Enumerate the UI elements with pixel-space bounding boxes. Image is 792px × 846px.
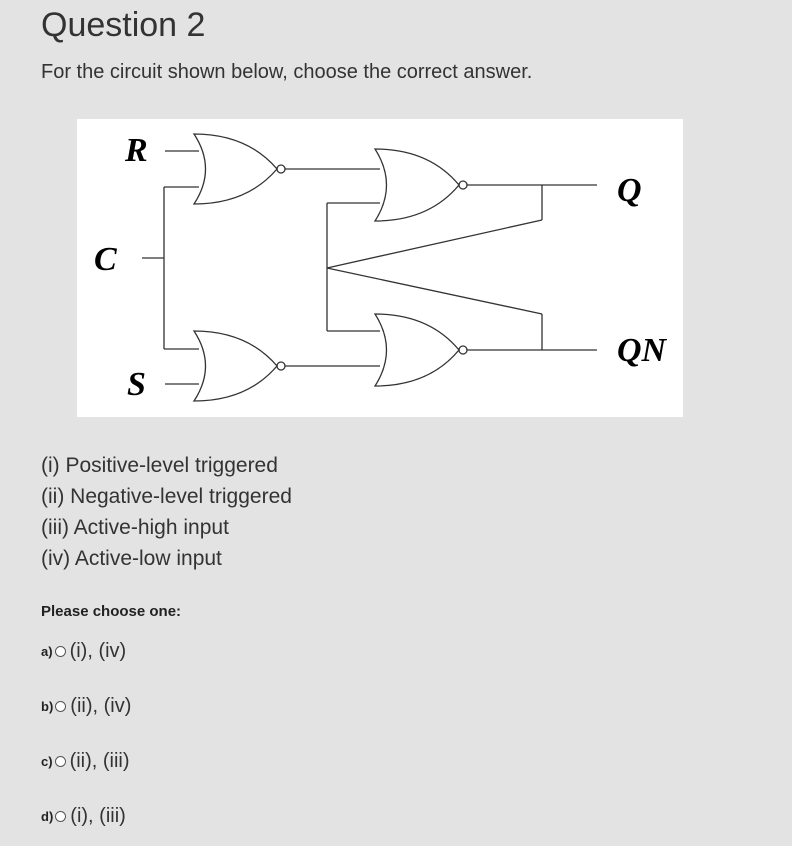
option-text: (ii), (iii) bbox=[69, 750, 130, 772]
statement-item: (iii) Active-high input bbox=[41, 516, 229, 539]
gate-bottom-left bbox=[194, 331, 277, 401]
question-prompt: For the circuit shown below, choose the correct answer. bbox=[41, 61, 533, 83]
label-qn: QN bbox=[617, 332, 667, 369]
bubble-top-left bbox=[277, 165, 285, 173]
gate-bottom-right bbox=[375, 314, 459, 386]
radio-button[interactable] bbox=[55, 646, 66, 657]
option-letter: a) bbox=[41, 644, 53, 659]
option-d[interactable] bbox=[41, 805, 126, 828]
option-text: (i), (iv) bbox=[69, 640, 127, 662]
bubble-bottom-right bbox=[459, 346, 467, 354]
option-letter: c) bbox=[41, 754, 53, 769]
radio-button[interactable] bbox=[55, 811, 66, 822]
choose-label: Please choose one: bbox=[41, 603, 182, 620]
statement-item: (ii) Negative-level triggered bbox=[41, 485, 292, 508]
option-a[interactable] bbox=[41, 640, 126, 663]
option-text: (ii), (iv) bbox=[70, 695, 132, 717]
radio-button[interactable] bbox=[55, 701, 66, 712]
question-title: Question 2 bbox=[41, 6, 206, 44]
statement-item: (iv) Active-low input bbox=[41, 547, 222, 570]
gate-top-right bbox=[375, 149, 459, 221]
statement-item: (i) Positive-level triggered bbox=[41, 454, 278, 477]
option-b[interactable] bbox=[41, 695, 131, 718]
circuit-diagram bbox=[77, 119, 683, 417]
bubble-bottom-left bbox=[277, 362, 285, 370]
option-c[interactable] bbox=[41, 750, 130, 773]
label-q: Q bbox=[617, 172, 642, 209]
label-c: C bbox=[94, 241, 117, 278]
label-s: S bbox=[127, 366, 146, 403]
bubble-top-right bbox=[459, 181, 467, 189]
option-text: (i), (iii) bbox=[70, 805, 126, 827]
gate-top-left bbox=[194, 134, 277, 204]
label-r: R bbox=[125, 132, 148, 169]
radio-button[interactable] bbox=[55, 756, 66, 767]
option-letter: d) bbox=[41, 809, 54, 824]
statement-list bbox=[41, 450, 292, 574]
option-letter: b) bbox=[41, 699, 54, 714]
